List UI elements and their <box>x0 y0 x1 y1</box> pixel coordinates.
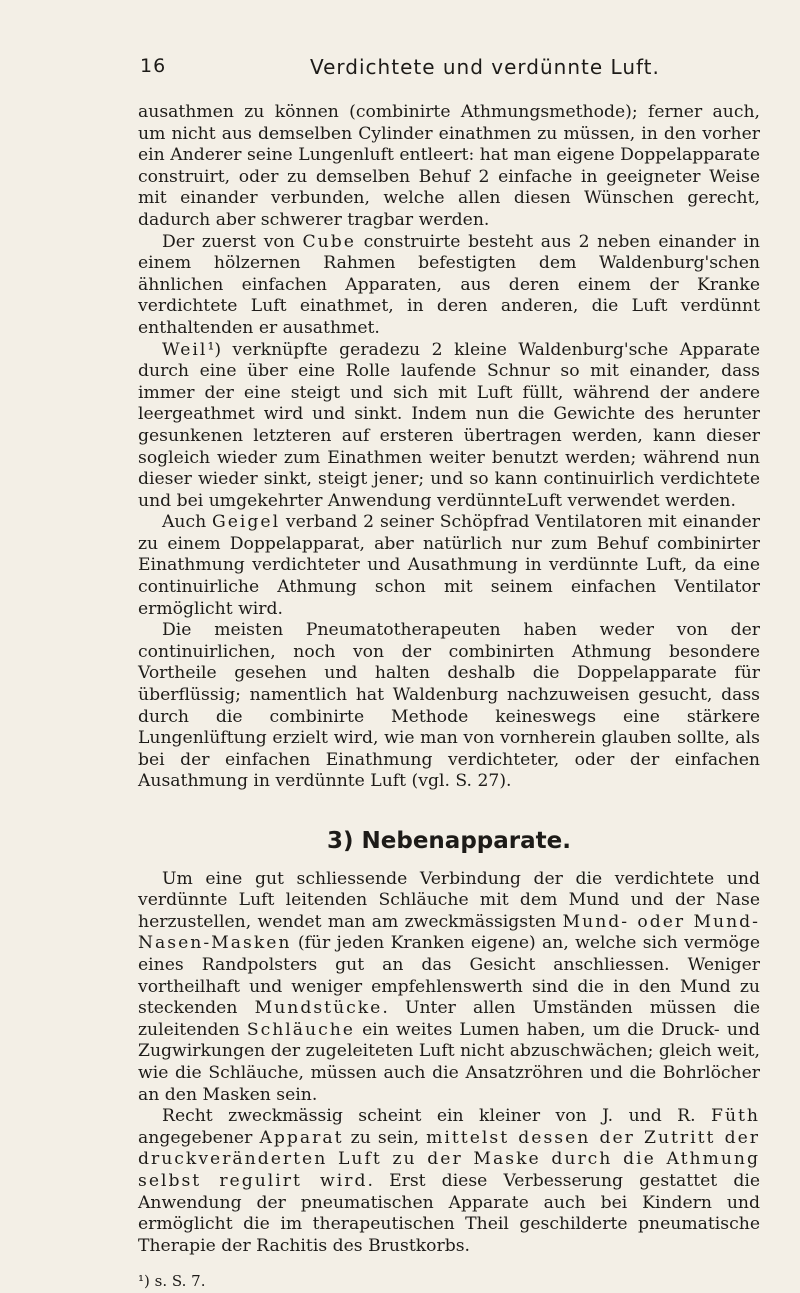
author-name-weil: Weil <box>162 339 208 360</box>
section-paragraph-2-text-c: . Erst diese Verbesserung gestattet die Anwendung der pneumatischen Apparate auch bei Kindern und ermöglicht die im therapeutischen Theil geschilderte pneumatische Therapie der Rachitis des Brustkorbs. <box>138 1170 760 1256</box>
footnote-reference: ¹) <box>207 339 222 360</box>
paragraph-3 <box>138 340 760 513</box>
paragraph-4-lead: Auch <box>162 512 213 533</box>
author-name-fueth: Füth <box>711 1106 760 1127</box>
author-name-cube: Cube <box>302 231 356 252</box>
section-paragraph-2 <box>138 1106 760 1257</box>
section-paragraph-1 <box>138 869 760 1107</box>
section-paragraph-1-text-a: (für jeden Kranken eigene) an, welche sich vermöge eines Randpolsters gut an das Gesicht anschliessen. Weniger vortheilhaft und weniger empfehlenswerth sind die in den Mund zu steckenden <box>138 933 760 1019</box>
running-head: Verdichtete und verdünnte Luft. <box>310 55 660 79</box>
section-paragraph-1-text-c: ein weites Lumen haben, um die Druck- und Zugwirkungen der zugeleiteten Luft nicht abzuschwächen; gleich weit, wie die Schläuche, müssen auch die Ansatzröhren und die Bohrlöcher an den Masken sein. <box>138 1019 760 1105</box>
paragraph-4 <box>138 512 760 620</box>
section-paragraph-2-text-a: angegebener <box>138 1127 260 1148</box>
emphasized-phrase: mittelst dessen der Zutritt der druckveränderten Luft zu der Maske durch die Athmung selbst regulirt wird <box>138 1127 760 1191</box>
section-paragraph-2-lead: Recht zweckmässig scheint ein kleiner von J. und R. <box>162 1106 712 1127</box>
paragraph-3-text: verknüpfte geradezu 2 kleine Waldenburg'sche Apparate durch eine über eine Rolle laufende Schnur so mit einander, dass immer der eine steigt und sich mit Luft füllt, während der andere leergeathmet wird und sinkt. Indem nun die Gewichte des herunter gesunkenen letzteren auf ersteren übertragen werden, kann dieser sogleich wieder zum Einathmen weiter benutzt werden; während nun dieser wieder sinkt, steigt jener; und so kann continuirlich verdichtete und bei umgekehrter Anwendung verdünnteLuft verwendet werden. <box>138 339 760 511</box>
page-header <box>140 55 740 85</box>
page-body <box>138 102 760 1293</box>
term-masks: Mund- oder Mund-Nasen-Masken <box>138 911 760 954</box>
paragraph-5: Die meisten Pneumatotherapeuten haben weder von der continuirlichen, noch von der combinirten Athmung besondere Vortheile gesehen und halten deshalb die Doppelapparate für überflüssig; namentlich hat Waldenburg nachzuweisen gesucht, dass durch die combinirte Methode keineswegs eine stärkere Lungenlüftung erzielt wird, wie man von vornherein glauben sollte, als bei der einfachen Einathmung verdichteter, oder der einfachen Ausathmung in verdünnte Luft (vgl. S. 27). <box>138 620 760 792</box>
section-paragraph-1-lead: Um eine gut schliessende Verbindung der die verdichtete und verdünnte Luft leitenden Schläuche mit dem Mund und der Nase herzustellen, wendet man am zweckmässigsten <box>138 868 760 932</box>
section-heading: 3) Nebenapparate. <box>327 828 571 854</box>
term-mouthpieces: Mundstücke <box>254 998 383 1019</box>
author-name-geigel: Geigel <box>212 512 281 533</box>
section-paragraph-1-text-b: . Unter allen Umständen müssen die zuleitenden <box>138 998 761 1040</box>
paragraph-1: ausathmen zu können (combinirte Athmungsmethode); ferner auch, um nicht aus demselben Cylinder einathmen zu müssen, in den vorher ein Anderer seine Lungenluft entleert: hat man eigene Doppelapparate construirt, oder zu demselben Behuf 2 einfache in geeigneter Weise mit einander verbunden, welche allen diesen Wünschen gerecht, dadurch aber schwerer tragbar werden. <box>138 102 760 230</box>
term-hoses: Schläuche <box>246 1019 355 1040</box>
section-paragraph-2-text-b: zu sein, <box>343 1127 427 1148</box>
footnote-separator <box>138 1257 760 1271</box>
paragraph-2-text: construirte besteht aus 2 neben einander in einem hölzernen Rahmen befestigten dem Waldenburg'schen ähnlichen einfachen Apparaten, aus deren einem der Kranke verdichtete Luft einathmet, in deren anderen, die Luft verdünnt enthaltenden er ausathmet. <box>138 231 760 338</box>
paragraph-2-lead: Der zuerst von <box>162 231 303 252</box>
footnote: ¹) s. S. 7. <box>138 1272 206 1291</box>
paragraph-2 <box>138 232 760 340</box>
paragraph-4-text: verband 2 seiner Schöpfrad Ventilatoren mit einander zu einem Doppelapparat, aber natürlich nur zum Behuf combinirter Einathmung verdichteter und Ausathmung in verdünnte Luft, da eine continuirliche Athmung schon mit seinem einfachen Ventilator ermöglicht wird. <box>138 512 760 619</box>
page-number: 16 <box>140 55 167 77</box>
term-apparatus: Apparat <box>259 1127 344 1148</box>
